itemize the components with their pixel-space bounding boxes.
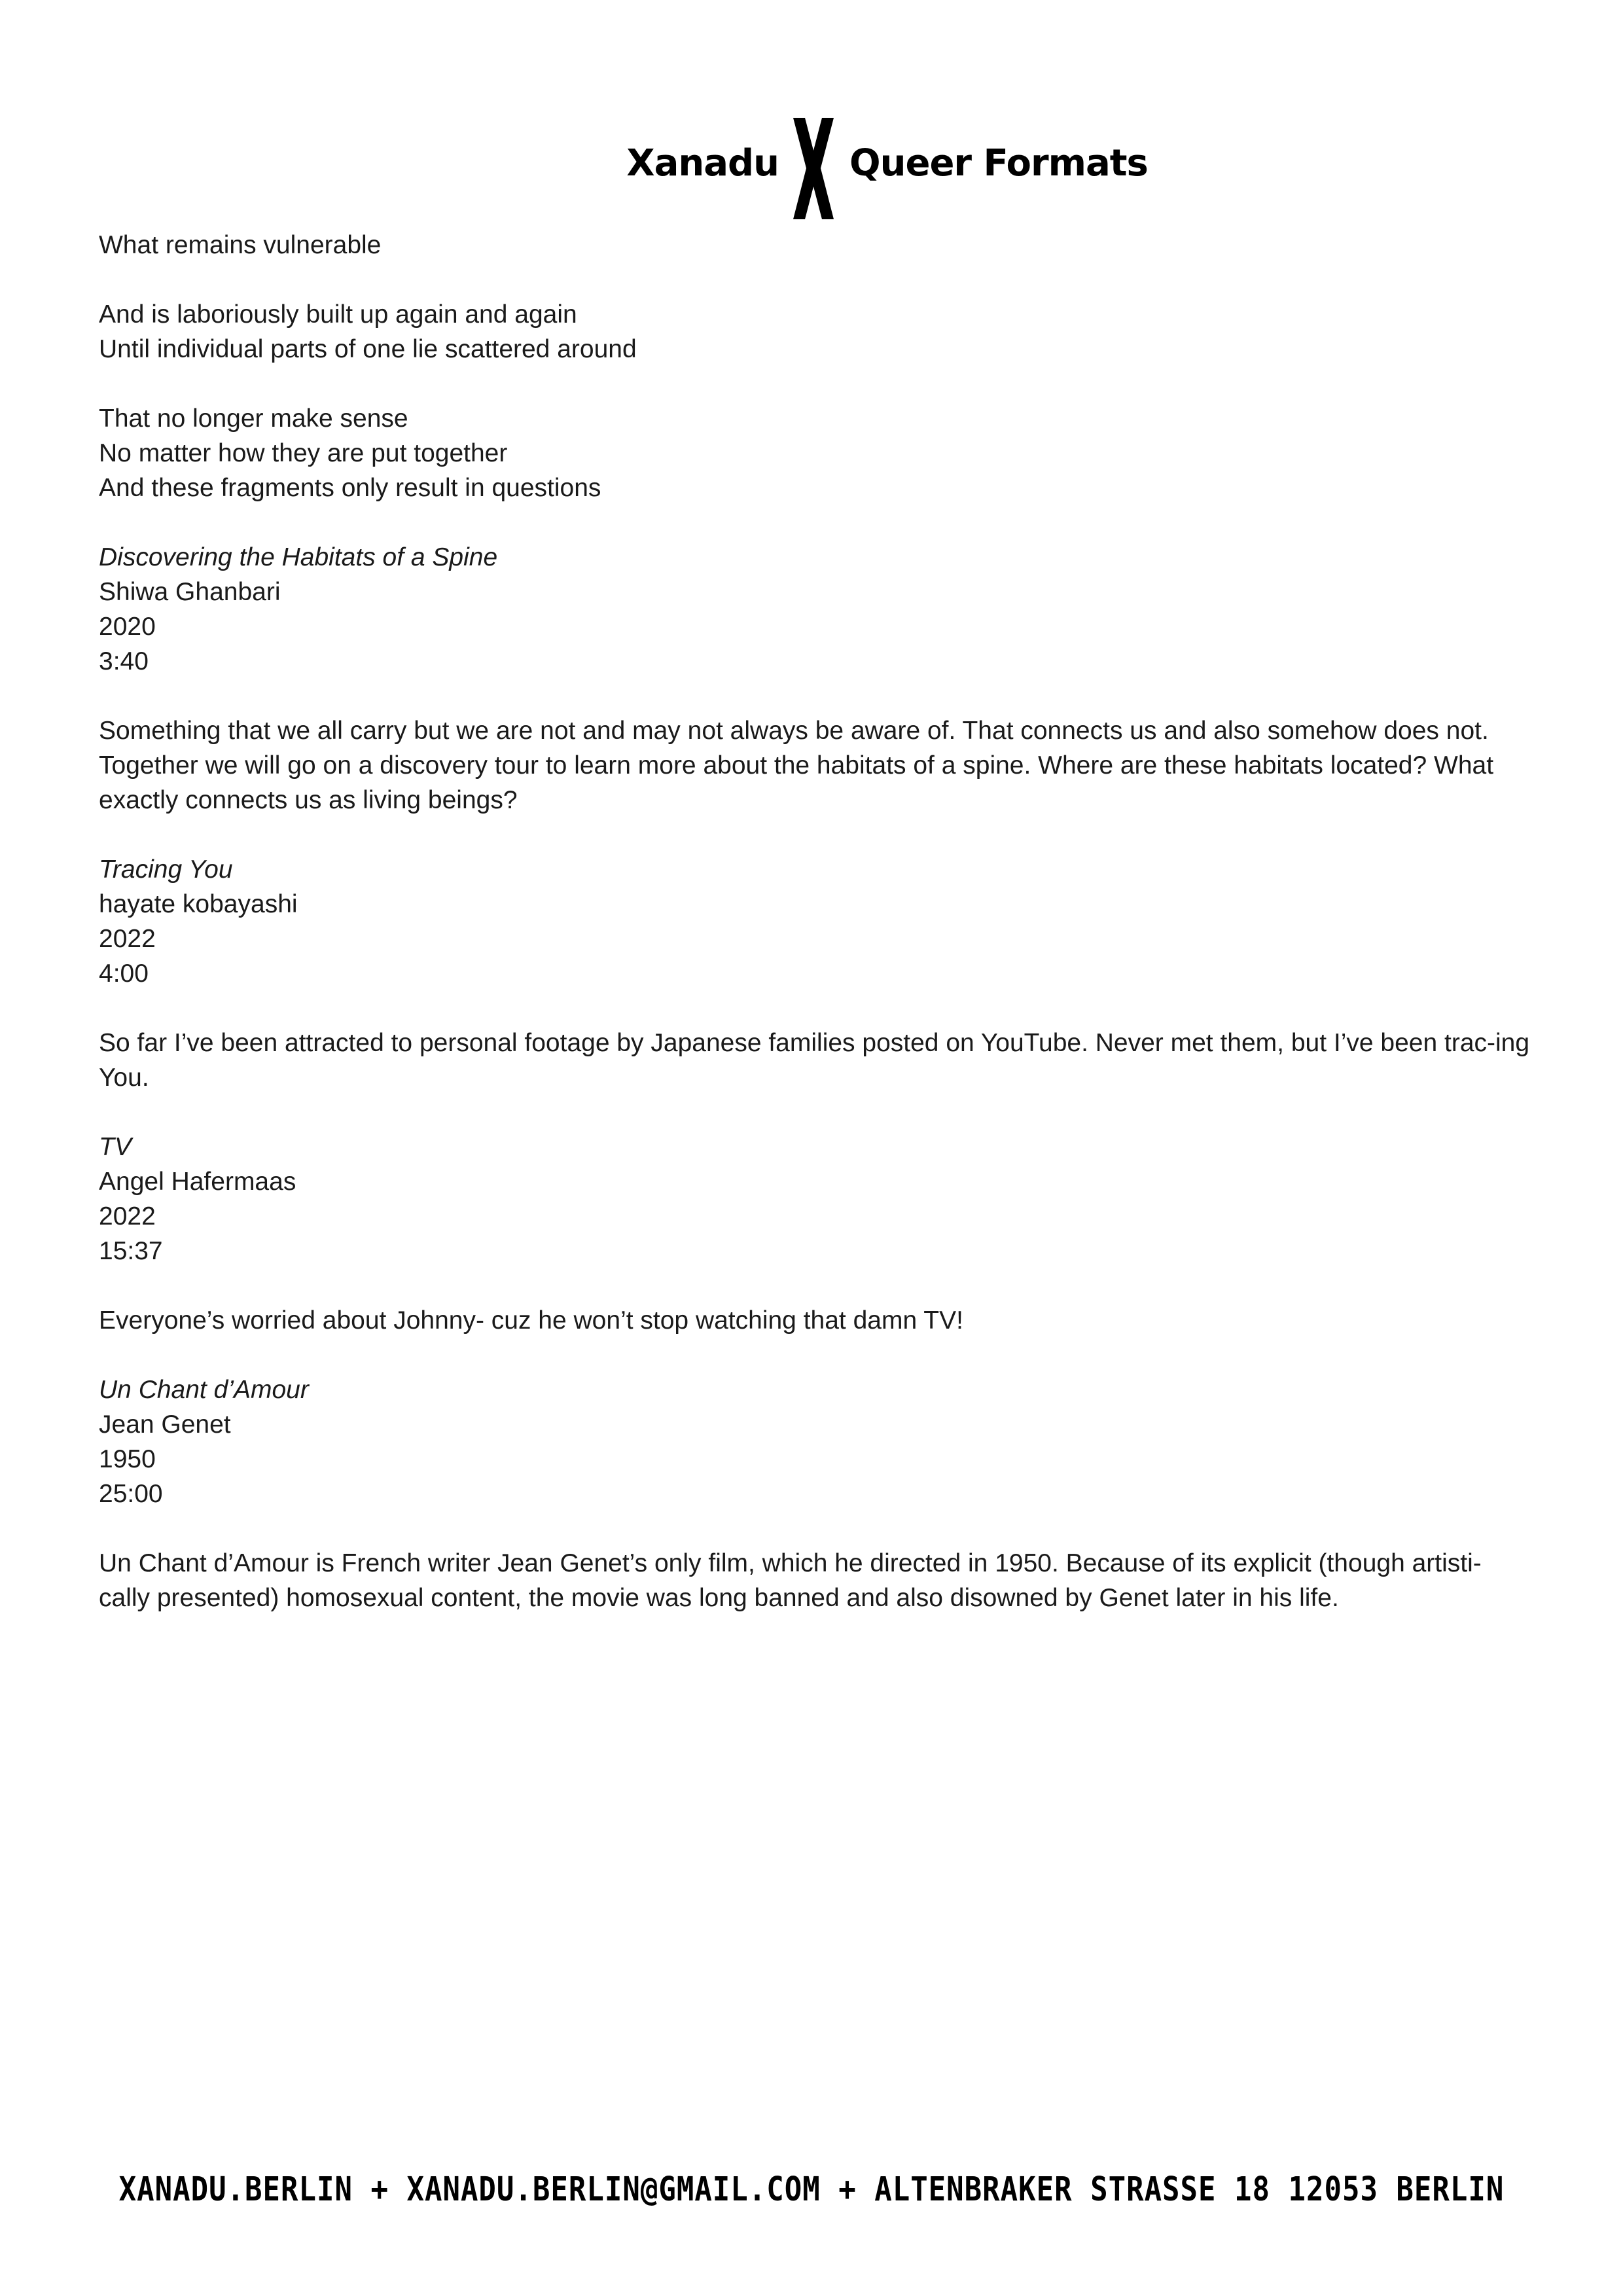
intro-line: Until individual parts of one lie scattered around [99, 335, 637, 363]
page-header [0, 118, 1623, 223]
film-duration: 4:00 [99, 960, 149, 988]
intro-line: No matter how they are put together [99, 439, 508, 467]
film-director: Angel Hafermaas [99, 1168, 296, 1196]
document-body [99, 228, 1532, 1615]
header-title-right: Queer Formats [849, 142, 1148, 185]
intro-line: What remains vulnerable [99, 231, 382, 259]
film-title: Discovering the Habitats of a Spine [99, 543, 498, 571]
film-year: 2020 [99, 613, 156, 641]
footer-address: XANADU.BERLIN + XANADU.BERLIN@GMAIL.COM + ALTENBRAKER STRASSE 18 12053 BERLIN [118, 2170, 1505, 2209]
film-description: Something that we all carry but we are not and may not always be aware of. That connects us and also somehow does not. Together we will go on a discovery tour to learn more about the habitats of a spine. Where are these habitats located? What exactly connects us as living beings? [99, 717, 1494, 814]
film-year: 1950 [99, 1445, 156, 1473]
header-title-left: Xanadu [626, 142, 779, 185]
x-logo-icon [791, 118, 836, 219]
film-description: Un Chant d’Amour is French writer Jean Genet’s only film, which he directed in 1950. Because of its explicit (though artisti-cally presented) homosexual content, the movie was long banned and also disowned by Genet later in his life. [99, 1549, 1482, 1612]
film-duration: 15:37 [99, 1237, 163, 1265]
film-duration: 25:00 [99, 1480, 163, 1508]
film-title: Un Chant d’Amour [99, 1376, 309, 1404]
film-director: Shiwa Ghanbari [99, 578, 281, 606]
intro-line: And these fragments only result in questions [99, 474, 601, 502]
film-director: hayate kobayashi [99, 890, 298, 918]
intro-line: And is laboriously built up again and again [99, 300, 577, 329]
film-description: Everyone’s worried about Johnny- cuz he won’t stop watching that damn TV! [99, 1306, 963, 1335]
film-duration: 3:40 [99, 647, 149, 675]
film-year: 2022 [99, 925, 156, 953]
film-year: 2022 [99, 1202, 156, 1230]
film-title: Tracing You [99, 855, 233, 884]
film-description: So far I’ve been attracted to personal footage by Japanese families posted on YouTube. Never met them, but I’ve been trac-ing You. [99, 1029, 1530, 1092]
intro-line: That no longer make sense [99, 404, 408, 433]
film-director: Jean Genet [99, 1410, 231, 1439]
film-title: TV [99, 1133, 132, 1161]
